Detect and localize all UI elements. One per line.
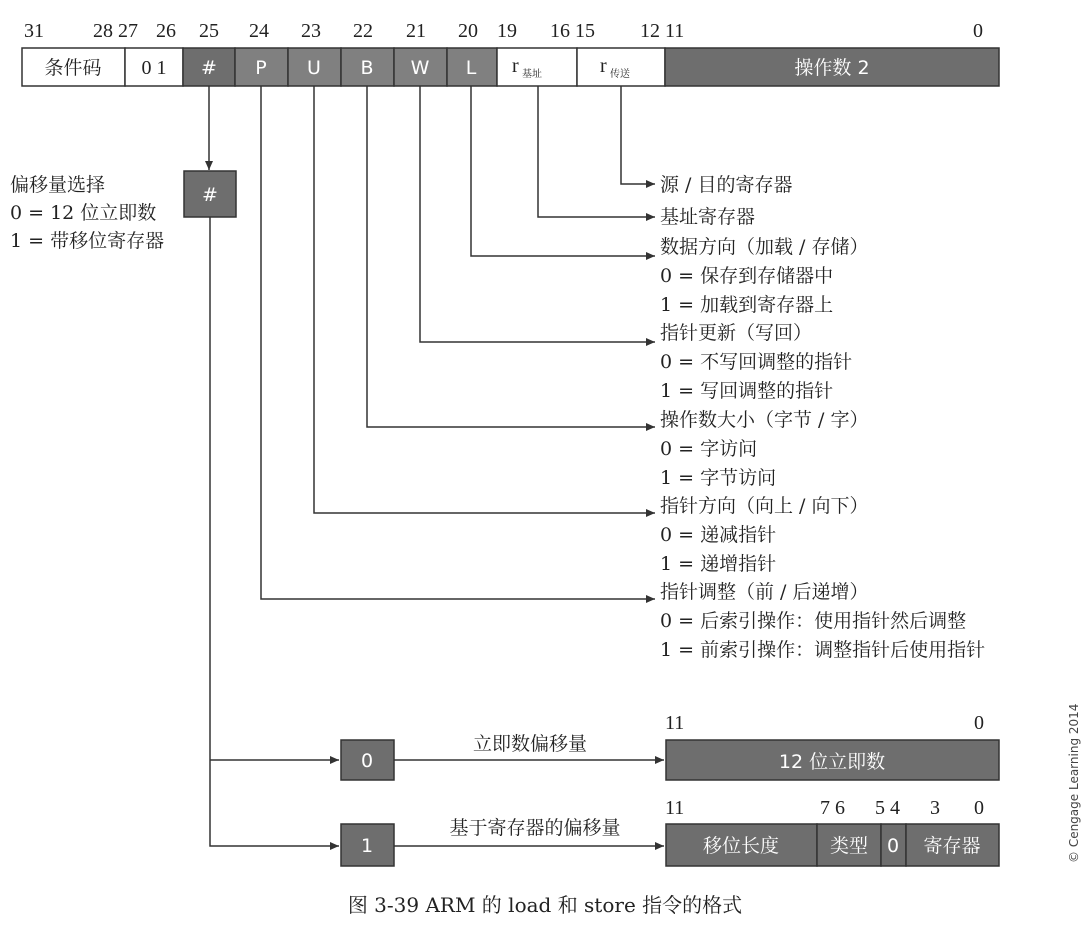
reg-shift-length-label: 移位长度 xyxy=(702,835,780,857)
reg-bit-5-4: 5 4 xyxy=(875,797,900,819)
offset-select-hash-label: # xyxy=(202,184,218,206)
desc-u-1: 1 = 递增指针 xyxy=(660,553,777,575)
desc-b-title: 操作数大小（字节 / 字） xyxy=(660,409,869,431)
desc-l-1: 1 = 加载到寄存器上 xyxy=(660,294,834,316)
field-l-label: L xyxy=(465,57,477,79)
offset-branches xyxy=(210,217,339,846)
reg-select-label: 1 xyxy=(360,835,374,857)
bit-25: 25 xyxy=(199,20,219,42)
bit-31: 31 xyxy=(24,20,44,42)
desc-w-1: 1 = 写回调整的指针 xyxy=(660,380,834,402)
bit-24: 24 xyxy=(249,20,269,42)
bit-16-15: 16 15 xyxy=(550,20,595,42)
branch-register-arrow xyxy=(210,217,339,846)
offset-select-group xyxy=(10,86,236,252)
reg-type-label: 类型 xyxy=(829,835,869,857)
desc-b-0: 0 = 字访问 xyxy=(660,438,758,460)
imm-select-label: 0 xyxy=(360,750,374,772)
field-rxfer-subscript: 传送 xyxy=(610,69,630,80)
offset-select-line-0: 0 = 12 位立即数 xyxy=(10,202,157,224)
offset-select-line-1: 1 = 带移位寄存器 xyxy=(10,230,165,252)
bit-26: 26 xyxy=(156,20,176,42)
desc-w-title: 指针更新（写回） xyxy=(660,322,813,344)
field-rbase-r: r xyxy=(512,55,519,77)
imm-branch-label: 立即数偏移量 xyxy=(472,733,588,755)
desc-src-dst: 源 / 目的寄存器 xyxy=(660,174,793,196)
instruction-fields xyxy=(22,48,999,86)
bit-19: 19 xyxy=(497,20,517,42)
offset-select-title: 偏移量选择 xyxy=(10,174,106,196)
field-rbase-box xyxy=(497,48,577,86)
reg-register-label: 寄存器 xyxy=(923,835,981,857)
imm-bit-11: 11 xyxy=(665,712,685,734)
desc-u-0: 0 = 递减指针 xyxy=(660,524,777,546)
immediate-offset-branch xyxy=(341,712,999,780)
bit-20: 20 xyxy=(458,20,478,42)
reg-branch-label: 基于寄存器的偏移量 xyxy=(449,817,621,839)
imm-bit-0: 0 xyxy=(974,712,984,734)
copyright-notice: © Cengage Learning 2014 xyxy=(1067,703,1081,863)
bit-28-27: 28 27 xyxy=(93,20,138,42)
desc-p-title: 指针调整（前 / 后递增） xyxy=(660,581,869,603)
field-w-label: W xyxy=(410,57,430,79)
bit-23: 23 xyxy=(301,20,321,42)
connector-u xyxy=(314,86,655,513)
field-rbase-subscript: 基址 xyxy=(522,69,542,80)
desc-l-title: 数据方向（加载 / 存储） xyxy=(660,236,869,258)
field-u-label: U xyxy=(307,57,321,79)
field-operand2-label: 操作数 2 xyxy=(794,57,870,79)
reg-zero-label: 0 xyxy=(886,835,900,857)
reg-bit-3: 3 xyxy=(930,797,940,819)
field-p-label: P xyxy=(255,57,267,79)
connector-rxfer xyxy=(621,86,655,184)
figure-caption: 图 3-39 ARM 的 load 和 store 指令的格式 xyxy=(347,893,743,917)
bit-21: 21 xyxy=(406,20,426,42)
field-condition-label: 条件码 xyxy=(44,57,102,79)
connector-rbase xyxy=(538,86,655,217)
desc-l-0: 0 = 保存到存储器中 xyxy=(660,265,834,287)
bit-22: 22 xyxy=(353,20,373,42)
desc-w-0: 0 = 不写回调整的指针 xyxy=(660,351,853,373)
reg-bit-7-6: 7 6 xyxy=(820,797,845,819)
field-hash-label: # xyxy=(201,57,217,79)
bit-12-11: 12 11 xyxy=(640,20,685,42)
field-rxfer-r: r xyxy=(600,55,607,77)
desc-p-0: 0 = 后索引操作：使用指针然后调整 xyxy=(660,610,967,632)
field-rxfer-box xyxy=(577,48,665,86)
desc-base-reg: 基址寄存器 xyxy=(660,206,756,228)
connector-l xyxy=(471,86,655,256)
desc-u-title: 指针方向（向上 / 向下） xyxy=(660,495,869,517)
field-b-label: B xyxy=(360,57,374,79)
bit-0: 0 xyxy=(973,20,983,42)
desc-b-1: 1 = 字节访问 xyxy=(660,467,777,489)
desc-p-1: 1 = 前索引操作：调整指针后使用指针 xyxy=(660,639,986,661)
reg-bit-11: 11 xyxy=(665,797,685,819)
bit-number-row xyxy=(24,20,983,42)
field-01-label: 0 1 xyxy=(141,57,167,79)
field-descriptions xyxy=(660,173,985,661)
register-offset-branch xyxy=(341,797,999,866)
reg-bit-0: 0 xyxy=(974,797,984,819)
imm-field-label: 12 位立即数 xyxy=(778,751,886,773)
field-connectors xyxy=(261,86,655,599)
